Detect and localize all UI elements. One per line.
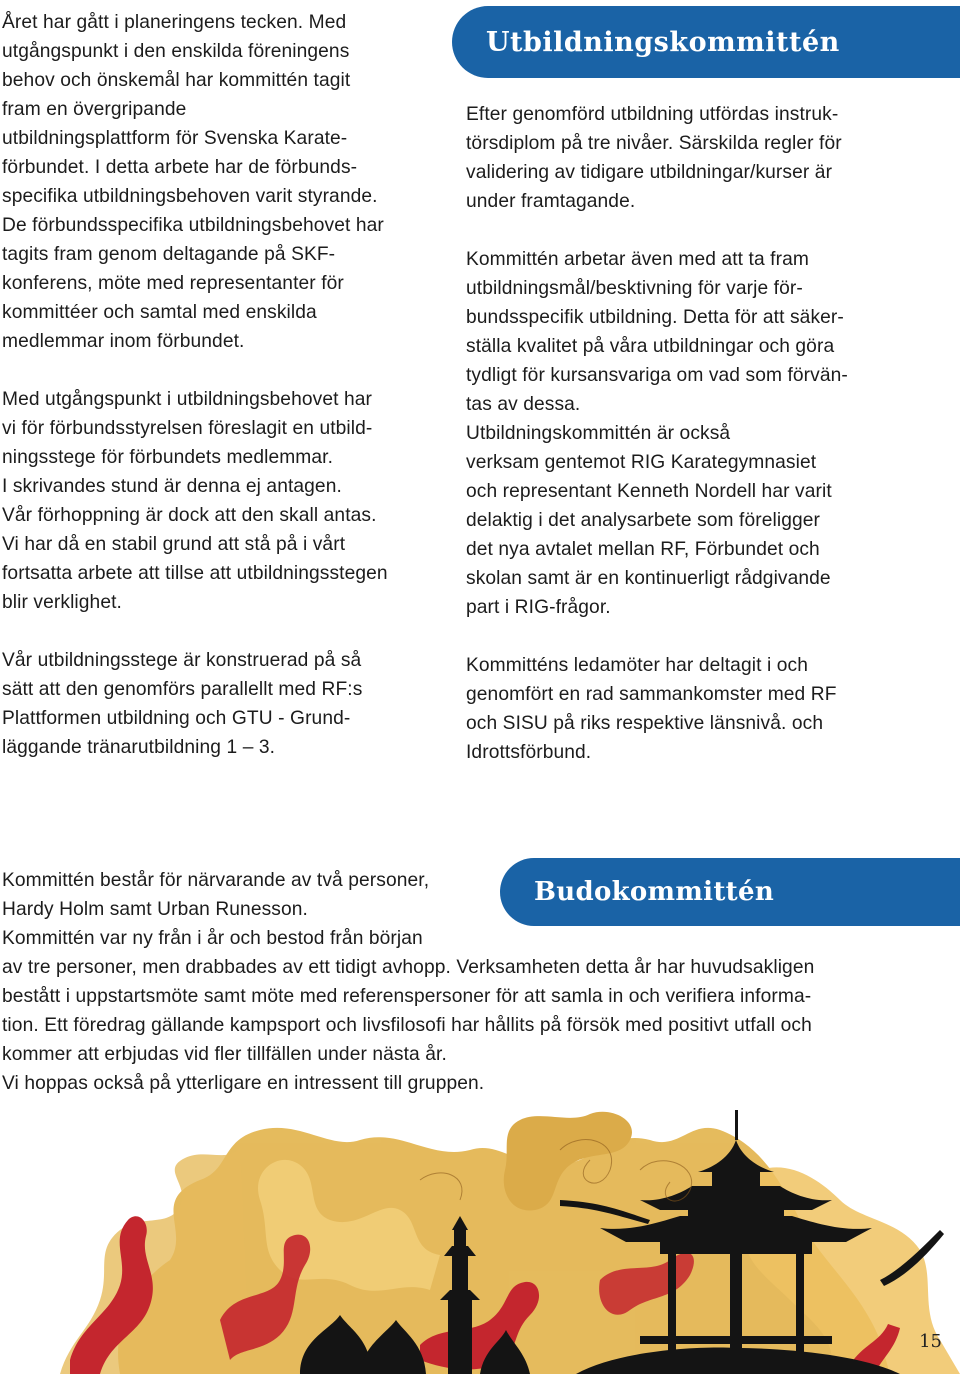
paragraph-diploma: Efter genomförd utbildning utfördas instruk- törsdiplom på tre nivåer. Särskilda regler för validering av tidigare utbildningar/kurser är under framtagande. <box>466 104 842 212</box>
page-number: 15 <box>919 1331 942 1352</box>
left-column <box>2 8 442 762</box>
utbildning-heading: Utbildningskommittén <box>486 26 840 58</box>
budo-text-top: Kommittén består för närvarande av två personer, Hardy Holm samt Urban Runesson. Kommittén var ny från i år och bestod från början <box>2 870 430 949</box>
pagoda-illustration <box>0 1110 960 1374</box>
paragraph-ladder-construction: Vår utbildningsstege är konstruerad på så sätt att den genomförs parallellt med RF:s Plattformen utbildning och GTU - Grund- läggande tränarutbildning 1 – 3. <box>2 650 363 758</box>
paragraph-planning: Året har gått i planeringens tecken. Med utgångspunkt i den enskilda föreningens behov och önskemål har kommittén tagit fram en övergripande utbildningsplattform för Svenska Karate- förbundet. I detta arbete har de förbunds- specifika utbildningsbehoven varit styrande. De förbundsspecifika utbildningsbehovet har tagits fram genom deltagande på SKF- konferens, möte med representanter för kommittéer och samtal med enskilda medlemmar inom förbundet. <box>2 12 384 352</box>
right-column <box>466 100 936 767</box>
budo-text-full: av tre personer, men drabbades av ett tidigt avhopp. Verksamheten detta år har huvudsakligen bestått i uppstartsmöte samt möte med referenspersoner för att samla in och verifiera informa- tion. Ett föredrag gällande kampsport och livsfilosofi har hållits på försök med positivt utfall och kommer att erbjudas vid fler tillfällen under nästa år. Vi hoppas också på ytterligare en intressent till gruppen. <box>2 957 815 1094</box>
paragraph-goals: Kommittén arbetar även med att ta fram utbildningsmål/besktivning för varje för- bundsspecifik utbildning. Detta för att säker- ställa kvalitet på våra utbildningar och göra tydligt för kursansvariga om vad som förvän- tas av dessa. Utbildningskommittén är också verksam gentemot RIG Karategymnasiet och representant Kenneth Nordell har varit delaktig i det analysarbete som föreligger det nya avtalet mellan RF, Förbundet och skolan samt är en kontinuerligt rådgivande part i RIG-frågor. <box>466 249 848 618</box>
utbildning-heading-tab <box>452 6 960 78</box>
budo-heading-tab <box>500 858 960 926</box>
paragraph-members: Kommitténs ledamöter har deltagit i och genomfört en rad sammankomster med RF och SISU på riks respektive länsnivå. och Idrottsförbund. <box>466 655 837 763</box>
budo-heading: Budokommittén <box>534 877 775 907</box>
paragraph-education-ladder: Med utgångspunkt i utbildningsbehovet har vi för förbundsstyrelsen föreslagit en utbild- ningsstege för förbundets medlemmar. I skrivandes stund är denna ej antagen. Vår förhoppning är dock att den skall antas. Vi har då en stabil grund att stå på i vårt fortsatta arbete att tillse att utbildningsstegen blir verklighet. <box>2 389 388 613</box>
